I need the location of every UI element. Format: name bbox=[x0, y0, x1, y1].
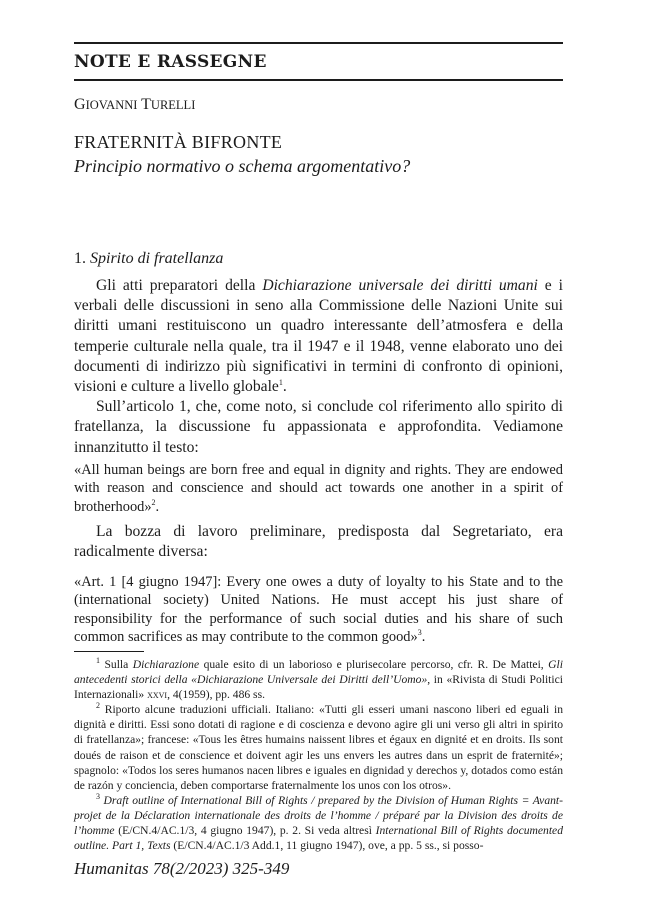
journal-citation: Humanitas 78(2/2023) 325-349 bbox=[74, 859, 290, 878]
article-title: FRATERNITÀ BIFRONTE bbox=[74, 132, 283, 152]
block-quote-2: «Art. 1 [4 giugno 1947]: Every one owes a duty of loyalty to his State and to the (international society) United Nations. He must accept his just share of responsibility for the performance of such social duties and his share of such common sacrifices as may contribute to the common good»$^3$. bbox=[74, 574, 563, 646]
article-author: GIOVANNI TURELLI bbox=[74, 96, 196, 113]
paragraph: La bozza di lavoro preliminare, predisposta dal Segretariato, era radicalmente diversa: bbox=[74, 523, 563, 561]
footnote-rule bbox=[74, 651, 144, 652]
footnote: $^3$ Draft outline of International Bill of Rights / prepared by the Division of Human Rights = Avant-projet de la Déclaration internationale des droits de l’homme / préparé par la Division des droits de l’homme (E/CN.4/AC.1/3, 4 giugno 1947), p. 2. Si veda altresì International Bill of Rights documented outline. Part 1, Texts (E/CN.4/AC.1/3 Add.1, 11 giugno 1947), ove, a pp. 5 ss., si posso- bbox=[74, 791, 563, 853]
footnotes bbox=[74, 657, 563, 853]
body-text-1 bbox=[74, 276, 563, 458]
article-subtitle: Principio normativo o schema argomentativo? bbox=[74, 156, 411, 176]
body-text-2 bbox=[74, 522, 563, 562]
footnote-ref: 1 bbox=[278, 377, 283, 387]
footnote-ref: 3 bbox=[417, 628, 422, 638]
footnote-ref: 2 bbox=[151, 498, 156, 508]
paragraph: Gli atti preparatori della Dichiarazione universale dei diritti umani e i verbali delle discussioni in seno alla Commissione delle Nazioni Unite sui diritti umani restituiscono un quadro interessante dell’atmosfera e della temperie culturale nella quale, tra il 1947 e il 1948, venne elaborato uno dei documenti di indirizzo più significativi in termini di confronto di opinioni, visioni e culture a livello globale$^1$. bbox=[74, 277, 564, 396]
paragraph: Sull’articolo 1, che, come noto, si conclude col riferimento allo spirito di fratellanza, la discussione fu appassionata e approfondita. Vediamone innanzitutto il testo: bbox=[74, 398, 563, 456]
top-rule bbox=[74, 42, 563, 44]
footnote: $^1$ Sulla Dichiarazione quale esito di un laborioso e plurisecolare percorso, cfr. R. De Mattei, Gli antecedenti storici della «Dichiarazione Universale dei Diritti dell’Uomo», in «Rivista di Studi Politici Internazionali» xxvi, 4(1959), pp. 486 ss. bbox=[74, 656, 563, 702]
section-heading: 1. Spirito di fratellanza bbox=[74, 250, 224, 267]
header-rule bbox=[74, 79, 563, 81]
block-quote-1: «All human beings are born free and equal in dignity and rights. They are endowed with reason and conscience and should act towards one another in a spirit of brotherhood»$^2$. bbox=[74, 462, 563, 515]
footnote: $^2$ Riporto alcune traduzioni ufficiali. Italiano: «Tutti gli esseri umani nascono liberi ed eguali in dignità e diritti. Essi sono dotati di ragione e di coscienza e devono agire gli uni verso gli altri in spirito di fratellanza»; francese: «Tous les êtres humains naissent libres et égaux en dignité et en droits. Ils sont doués de raison et de conscience et doivent agir les uns envers les autres dans un esprit de fraternité»; spagnolo: «Todos los seres humanos nacen libres e iguales en dignidad y derechos y, dotados como están de razón y conciencia, deben comportarse fraternalmente los unos con los otros». bbox=[74, 701, 563, 792]
section-label: NOTE E RASSEGNE bbox=[74, 52, 267, 72]
